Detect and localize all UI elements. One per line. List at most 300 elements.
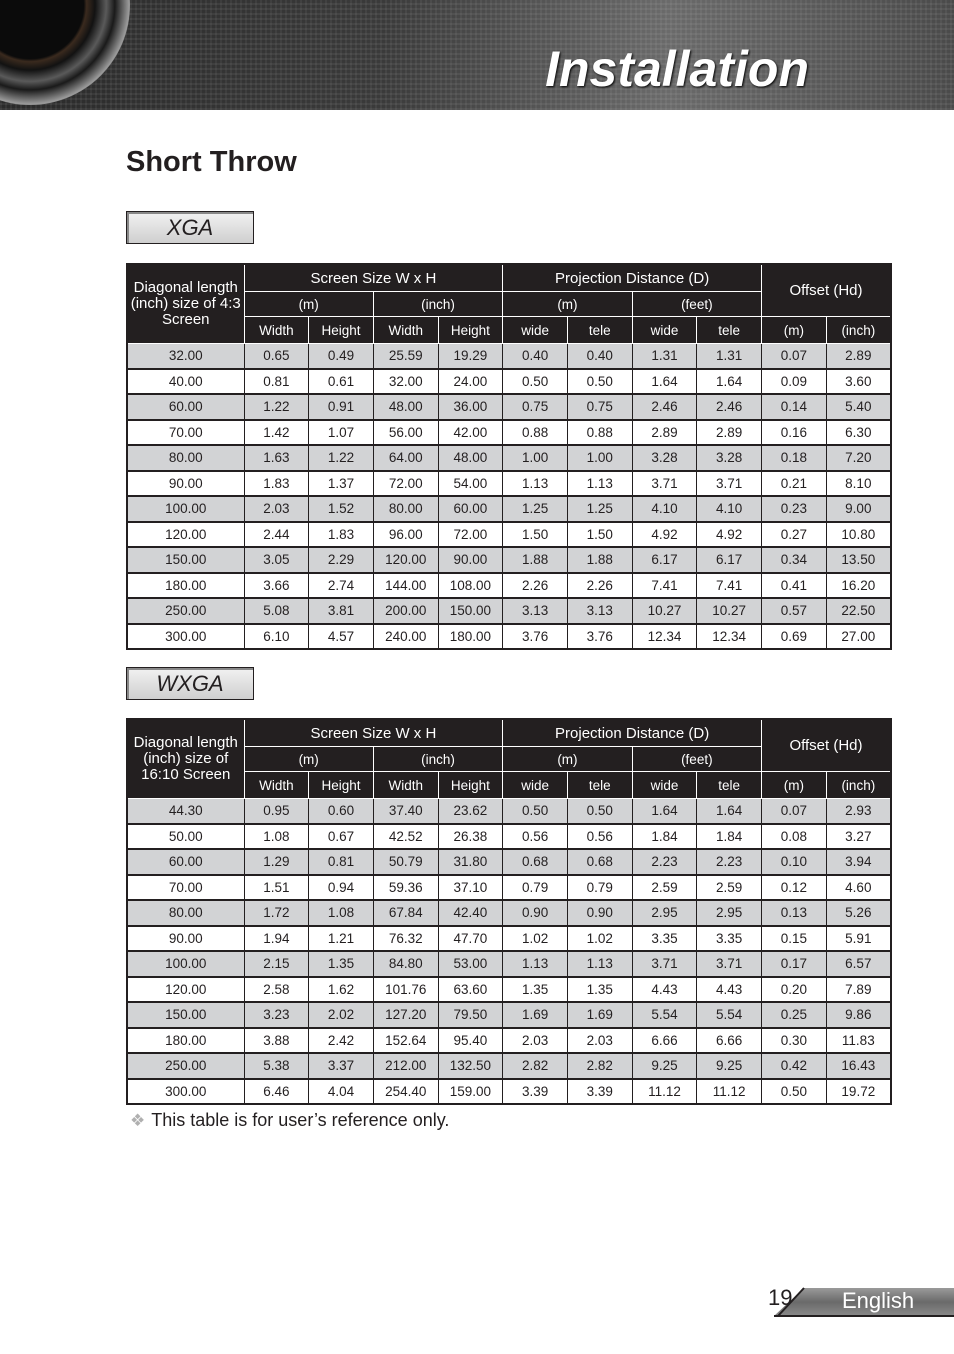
height-header: Height — [309, 772, 374, 799]
note-text: This table is for user’s reference only. — [151, 1110, 450, 1130]
tele-header: tele — [567, 317, 632, 344]
table-cell: 2.58 — [244, 977, 309, 1003]
table-row — [127, 1028, 891, 1054]
table-row — [127, 977, 891, 1003]
table-cell: 3.27 — [826, 824, 891, 850]
table-cell: 1.72 — [244, 900, 309, 926]
table-cell: 0.68 — [567, 849, 632, 875]
table-cell: 2.15 — [244, 951, 309, 977]
table-cell: 23.62 — [438, 799, 503, 824]
table-cell: 3.71 — [632, 471, 697, 497]
table-cell: 5.54 — [697, 1002, 762, 1028]
table-cell: 0.67 — [309, 824, 374, 850]
table-cell: 44.30 — [127, 799, 244, 824]
table-cell: 16.20 — [826, 573, 891, 599]
table-cell: 42.52 — [373, 824, 438, 850]
table-cell: 1.88 — [567, 547, 632, 573]
table-cell: 100.00 — [127, 496, 244, 522]
height-header: Height — [438, 317, 503, 344]
table-cell: 11.83 — [826, 1028, 891, 1054]
page-number: 19 — [768, 1285, 793, 1310]
table-cell: 0.07 — [762, 799, 827, 824]
table-cell: 3.39 — [567, 1079, 632, 1105]
table-cell: 300.00 — [127, 624, 244, 650]
table-cell: 95.40 — [438, 1028, 503, 1054]
table-cell: 2.03 — [503, 1028, 568, 1054]
table-cell: 2.29 — [309, 547, 374, 573]
table-cell: 0.18 — [762, 445, 827, 471]
table-cell: 212.00 — [373, 1053, 438, 1079]
table-cell: 120.00 — [127, 977, 244, 1003]
table-cell: 180.00 — [438, 624, 503, 650]
table-cell: 0.68 — [503, 849, 568, 875]
table-cell: 12.34 — [632, 624, 697, 650]
table-cell: 80.00 — [127, 900, 244, 926]
table-cell: 3.13 — [567, 598, 632, 624]
table-cell: 25.59 — [373, 344, 438, 369]
table-cell: 0.50 — [503, 799, 568, 824]
tele-header: tele — [567, 772, 632, 799]
table-cell: 6.10 — [244, 624, 309, 650]
table-cell: 40.00 — [127, 369, 244, 395]
table-cell: 7.41 — [697, 573, 762, 599]
table-cell: 60.00 — [438, 496, 503, 522]
table-cell: 0.14 — [762, 394, 827, 420]
table-cell: 1.07 — [309, 420, 374, 446]
table-cell: 6.46 — [244, 1079, 309, 1105]
table-cell: 0.08 — [762, 824, 827, 850]
table-cell: 2.89 — [697, 420, 762, 446]
table-cell: 0.88 — [567, 420, 632, 446]
language-label: English — [842, 1288, 915, 1313]
table-cell: 47.70 — [438, 926, 503, 952]
table-cell: 0.56 — [503, 824, 568, 850]
table-cell: 2.23 — [632, 849, 697, 875]
table-cell: 0.61 — [309, 369, 374, 395]
table-cell: 2.95 — [697, 900, 762, 926]
table-row — [127, 369, 891, 395]
table-cell: 9.00 — [826, 496, 891, 522]
table-cell: 90.00 — [127, 926, 244, 952]
table-row — [127, 1079, 891, 1105]
table-cell: 0.40 — [567, 344, 632, 369]
section-title: Short Throw — [126, 146, 297, 178]
table-cell: 5.08 — [244, 598, 309, 624]
table-cell: 180.00 — [127, 573, 244, 599]
table-cell: 1.50 — [503, 522, 568, 548]
table-cell: 2.74 — [309, 573, 374, 599]
table-cell: 70.00 — [127, 875, 244, 901]
wide-header: wide — [632, 317, 697, 344]
table-cell: 72.00 — [438, 522, 503, 548]
table-cell: 2.95 — [632, 900, 697, 926]
table-cell: 127.20 — [373, 1002, 438, 1028]
wxga-table — [126, 718, 892, 1105]
table-cell: 0.40 — [503, 344, 568, 369]
table-cell: 48.00 — [438, 445, 503, 471]
table-cell: 0.21 — [762, 471, 827, 497]
table-cell: 84.80 — [373, 951, 438, 977]
table-cell: 1.00 — [567, 445, 632, 471]
table-cell: 56.00 — [373, 420, 438, 446]
table-cell: 0.94 — [309, 875, 374, 901]
table-cell: 12.34 — [697, 624, 762, 650]
table-cell: 6.30 — [826, 420, 891, 446]
table-cell: 250.00 — [127, 1053, 244, 1079]
table-cell: 1.64 — [632, 369, 697, 395]
table-cell: 76.32 — [373, 926, 438, 952]
table-cell: 1.21 — [309, 926, 374, 952]
unit-m-header: (m) — [244, 292, 373, 317]
table-cell: 1.88 — [503, 547, 568, 573]
table-cell: 0.56 — [567, 824, 632, 850]
table-row — [127, 799, 891, 824]
width-header: Width — [244, 772, 309, 799]
table-cell: 4.60 — [826, 875, 891, 901]
table-cell: 11.12 — [697, 1079, 762, 1105]
table-cell: 159.00 — [438, 1079, 503, 1105]
table-cell: 5.38 — [244, 1053, 309, 1079]
table-cell: 0.25 — [762, 1002, 827, 1028]
table-row — [127, 900, 891, 926]
table-cell: 4.10 — [632, 496, 697, 522]
unit-m-header: (m) — [244, 747, 373, 772]
table-row — [127, 573, 891, 599]
table-cell: 5.91 — [826, 926, 891, 952]
table-cell: 1.64 — [632, 799, 697, 824]
unit-m-header: (m) — [762, 317, 827, 344]
tele-header: tele — [697, 772, 762, 799]
table-cell: 7.89 — [826, 977, 891, 1003]
table-cell: 26.38 — [438, 824, 503, 850]
table-cell: 0.42 — [762, 1053, 827, 1079]
table-cell: 1.64 — [697, 369, 762, 395]
table-cell: 100.00 — [127, 951, 244, 977]
table-cell: 6.57 — [826, 951, 891, 977]
table-cell: 0.09 — [762, 369, 827, 395]
table-cell: 10.80 — [826, 522, 891, 548]
table-cell: 3.35 — [632, 926, 697, 952]
table-cell: 63.60 — [438, 977, 503, 1003]
table-cell: 1.02 — [503, 926, 568, 952]
table-cell: 0.34 — [762, 547, 827, 573]
table-cell: 0.12 — [762, 875, 827, 901]
table-cell: 3.37 — [309, 1053, 374, 1079]
table-cell: 3.13 — [503, 598, 568, 624]
table-cell: 2.82 — [503, 1053, 568, 1079]
table-cell: 2.02 — [309, 1002, 374, 1028]
table-cell: 0.79 — [567, 875, 632, 901]
table-cell: 5.54 — [632, 1002, 697, 1028]
unit-inch-header: (inch) — [826, 772, 891, 799]
table-cell: 10.27 — [632, 598, 697, 624]
unit-inch-header: (inch) — [826, 317, 891, 344]
table-cell: 4.92 — [697, 522, 762, 548]
table-cell: 3.39 — [503, 1079, 568, 1105]
table-cell: 2.46 — [632, 394, 697, 420]
table-cell: 60.00 — [127, 849, 244, 875]
table-row — [127, 496, 891, 522]
table-cell: 0.15 — [762, 926, 827, 952]
table-cell: 19.72 — [826, 1079, 891, 1105]
table-cell: 37.40 — [373, 799, 438, 824]
table-cell: 4.43 — [632, 977, 697, 1003]
table-cell: 0.69 — [762, 624, 827, 650]
table-cell: 1.64 — [697, 799, 762, 824]
table-cell: 2.26 — [567, 573, 632, 599]
table-cell: 1.13 — [567, 471, 632, 497]
table-cell: 1.94 — [244, 926, 309, 952]
table-cell: 1.29 — [244, 849, 309, 875]
table-cell: 36.00 — [438, 394, 503, 420]
table-cell: 2.42 — [309, 1028, 374, 1054]
unit-m-header: (m) — [503, 292, 632, 317]
table-cell: 2.93 — [826, 799, 891, 824]
table-cell: 2.46 — [697, 394, 762, 420]
table-cell: 9.25 — [632, 1053, 697, 1079]
table-cell: 1.69 — [567, 1002, 632, 1028]
table-cell: 4.43 — [697, 977, 762, 1003]
table-cell: 0.75 — [567, 394, 632, 420]
table-cell: 0.50 — [503, 369, 568, 395]
table-cell: 2.59 — [632, 875, 697, 901]
table-cell: 0.30 — [762, 1028, 827, 1054]
table-cell: 4.10 — [697, 496, 762, 522]
screen-size-header: Screen Size W x H — [244, 719, 503, 747]
offset-header: Offset (Hd) — [762, 264, 891, 317]
table-cell: 150.00 — [438, 598, 503, 624]
table-cell: 3.23 — [244, 1002, 309, 1028]
table-cell: 67.84 — [373, 900, 438, 926]
table-cell: 3.94 — [826, 849, 891, 875]
table-cell: 9.25 — [697, 1053, 762, 1079]
table-row — [127, 547, 891, 573]
unit-inch-header: (inch) — [373, 292, 502, 317]
table-cell: 11.12 — [632, 1079, 697, 1105]
table-cell: 1.84 — [632, 824, 697, 850]
table-cell: 3.71 — [697, 471, 762, 497]
page-header-banner — [0, 0, 954, 110]
unit-feet-header: (feet) — [632, 292, 761, 317]
table-cell: 13.50 — [826, 547, 891, 573]
table-cell: 1.08 — [244, 824, 309, 850]
table-cell: 0.50 — [567, 369, 632, 395]
table-cell: 1.83 — [244, 471, 309, 497]
table-cell: 37.10 — [438, 875, 503, 901]
table-cell: 0.88 — [503, 420, 568, 446]
width-header: Width — [244, 317, 309, 344]
table-cell: 1.84 — [697, 824, 762, 850]
wide-header: wide — [503, 317, 568, 344]
table-cell: 2.59 — [697, 875, 762, 901]
table-cell: 1.69 — [503, 1002, 568, 1028]
table-cell: 0.90 — [503, 900, 568, 926]
table-cell: 6.66 — [697, 1028, 762, 1054]
width-header: Width — [373, 772, 438, 799]
table-cell: 1.35 — [503, 977, 568, 1003]
table-cell: 2.82 — [567, 1053, 632, 1079]
table-cell: 90.00 — [127, 471, 244, 497]
table-cell: 2.44 — [244, 522, 309, 548]
table-cell: 0.50 — [762, 1079, 827, 1105]
table-cell: 96.00 — [373, 522, 438, 548]
wide-header: wide — [503, 772, 568, 799]
table-cell: 22.50 — [826, 598, 891, 624]
table-cell: 6.17 — [697, 547, 762, 573]
table-cell: 1.35 — [309, 951, 374, 977]
table-cell: 120.00 — [373, 547, 438, 573]
table-cell: 1.52 — [309, 496, 374, 522]
unit-inch-header: (inch) — [373, 747, 502, 772]
table-cell: 3.60 — [826, 369, 891, 395]
table-cell: 1.25 — [503, 496, 568, 522]
table-cell: 1.00 — [503, 445, 568, 471]
table-cell: 1.13 — [567, 951, 632, 977]
table-cell: 2.03 — [567, 1028, 632, 1054]
table-cell: 0.49 — [309, 344, 374, 369]
table-cell: 150.00 — [127, 1002, 244, 1028]
table-cell: 3.76 — [567, 624, 632, 650]
table-cell: 1.51 — [244, 875, 309, 901]
table-cell: 54.00 — [438, 471, 503, 497]
table-row — [127, 951, 891, 977]
table-cell: 1.35 — [567, 977, 632, 1003]
projection-distance-header: Projection Distance (D) — [503, 719, 762, 747]
table-cell: 64.00 — [373, 445, 438, 471]
width-header: Width — [373, 317, 438, 344]
table-cell: 108.00 — [438, 573, 503, 599]
xga-table — [126, 263, 892, 650]
table-cell: 0.23 — [762, 496, 827, 522]
table-cell: 5.26 — [826, 900, 891, 926]
table-cell: 32.00 — [127, 344, 244, 369]
table-cell: 0.17 — [762, 951, 827, 977]
table-cell: 1.22 — [309, 445, 374, 471]
table-cell: 3.81 — [309, 598, 374, 624]
table-cell: 0.10 — [762, 849, 827, 875]
table-cell: 0.41 — [762, 573, 827, 599]
table-cell: 1.31 — [632, 344, 697, 369]
tele-header: tele — [697, 317, 762, 344]
table-cell: 59.36 — [373, 875, 438, 901]
table-cell: 7.20 — [826, 445, 891, 471]
table-cell: 31.80 — [438, 849, 503, 875]
table-cell: 254.40 — [373, 1079, 438, 1105]
table-cell: 0.75 — [503, 394, 568, 420]
unit-feet-header: (feet) — [632, 747, 761, 772]
table-cell: 1.25 — [567, 496, 632, 522]
table-cell: 0.91 — [309, 394, 374, 420]
table-cell: 9.86 — [826, 1002, 891, 1028]
table-cell: 1.50 — [567, 522, 632, 548]
table-cell: 120.00 — [127, 522, 244, 548]
table-cell: 1.13 — [503, 951, 568, 977]
table-cell: 152.64 — [373, 1028, 438, 1054]
table-cell: 0.16 — [762, 420, 827, 446]
table-cell: 1.62 — [309, 977, 374, 1003]
unit-m-header: (m) — [762, 772, 827, 799]
table-cell: 150.00 — [127, 547, 244, 573]
page-title: Installation — [545, 41, 809, 97]
table-row — [127, 445, 891, 471]
table-cell: 300.00 — [127, 1079, 244, 1105]
table-cell: 1.13 — [503, 471, 568, 497]
diagonal-header: Diagonal length (inch) size of 16:10 Screen — [127, 719, 244, 799]
table-cell: 16.43 — [826, 1053, 891, 1079]
table-cell: 0.60 — [309, 799, 374, 824]
table-row — [127, 344, 891, 369]
table-row — [127, 624, 891, 650]
table-cell: 0.81 — [309, 849, 374, 875]
table-row — [127, 598, 891, 624]
table-cell: 0.20 — [762, 977, 827, 1003]
table-cell: 80.00 — [127, 445, 244, 471]
table-cell: 6.66 — [632, 1028, 697, 1054]
table-cell: 1.37 — [309, 471, 374, 497]
table-cell: 3.76 — [503, 624, 568, 650]
xga-label: XGA — [126, 211, 254, 244]
table-cell: 19.29 — [438, 344, 503, 369]
table-cell: 101.76 — [373, 977, 438, 1003]
table-row — [127, 824, 891, 850]
table-cell: 4.04 — [309, 1079, 374, 1105]
table-cell: 50.00 — [127, 824, 244, 850]
table-cell: 132.50 — [438, 1053, 503, 1079]
table-cell: 80.00 — [373, 496, 438, 522]
table-cell: 48.00 — [373, 394, 438, 420]
table-cell: 180.00 — [127, 1028, 244, 1054]
table-cell: 42.40 — [438, 900, 503, 926]
table-cell: 6.17 — [632, 547, 697, 573]
table-cell: 2.89 — [632, 420, 697, 446]
table-cell: 50.79 — [373, 849, 438, 875]
projector-lens-image — [0, 0, 130, 105]
table-cell: 3.71 — [697, 951, 762, 977]
table-cell: 53.00 — [438, 951, 503, 977]
table-cell: 200.00 — [373, 598, 438, 624]
wide-header: wide — [632, 772, 697, 799]
table-cell: 42.00 — [438, 420, 503, 446]
table-cell: 0.90 — [567, 900, 632, 926]
table-cell: 32.00 — [373, 369, 438, 395]
table-cell: 4.92 — [632, 522, 697, 548]
table-row — [127, 1002, 891, 1028]
table-cell: 10.27 — [697, 598, 762, 624]
table-cell: 1.02 — [567, 926, 632, 952]
screen-size-header: Screen Size W x H — [244, 264, 503, 292]
table-cell: 70.00 — [127, 420, 244, 446]
table-row — [127, 522, 891, 548]
table-cell: 3.28 — [632, 445, 697, 471]
table-cell: 0.81 — [244, 369, 309, 395]
table-cell: 3.66 — [244, 573, 309, 599]
table-cell: 24.00 — [438, 369, 503, 395]
table-cell: 0.13 — [762, 900, 827, 926]
table-row — [127, 926, 891, 952]
table-cell: 79.50 — [438, 1002, 503, 1028]
table-cell: 90.00 — [438, 547, 503, 573]
table-cell: 8.10 — [826, 471, 891, 497]
table-cell: 3.71 — [632, 951, 697, 977]
height-header: Height — [309, 317, 374, 344]
table-row — [127, 420, 891, 446]
table-cell: 0.65 — [244, 344, 309, 369]
table-cell: 5.40 — [826, 394, 891, 420]
table-cell: 144.00 — [373, 573, 438, 599]
table-row — [127, 875, 891, 901]
table-cell: 72.00 — [373, 471, 438, 497]
table-cell: 3.35 — [697, 926, 762, 952]
